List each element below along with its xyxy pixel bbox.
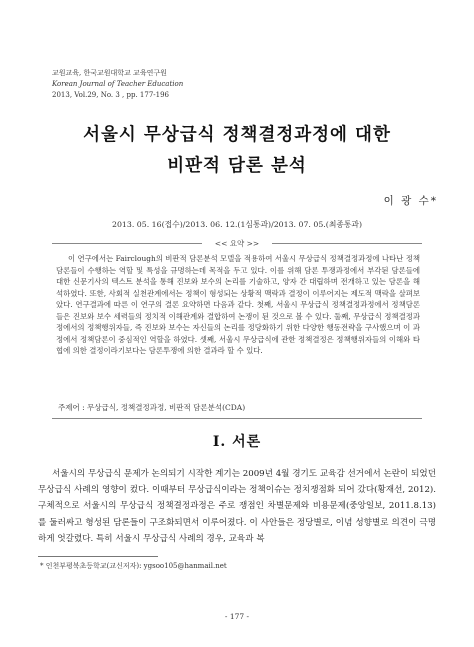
keywords-divider xyxy=(52,418,422,419)
paper-title-line1: 서울시 무상급식 정책결정과정에 대한 xyxy=(83,125,391,145)
paper-title-line2: 비판적 담론 분석 xyxy=(167,156,307,176)
abstract-text: 이 연구에서는 Fairclough의 비판적 담론분석 모델을 적용하여 서울시 무상급식 정책결정과정에 나타난 정책담론들이 수행하는 역할 및 특성을 규명하는데 목적을 두고 있다. 이를 위해 담론 투쟁과정에서 부각된 담론들에 대한 신문기사의 텍스트 분석을 통해 진보와 보수의 논리를 기술하고, 양자 간 대립하며 전개하고 있는 담론을 해석하였다. 또한, 사회적 실천관계에서는 정책이 형성되는 상황적 맥락과 결정이 이루어지는 제도적 맥락을 살펴보았다. 연구결과에 따른 이 연구의 결론 요약하면 다음과 같다. 첫째, 서울시 무상급식 정책결정과정에서 정책담론들은 진보와 보수 세력들의 정치적 이해관계와 결합하여 논쟁이 된 것으로 볼 수 있다. 둘째, 무상급식 정책결정과정에서의 정책행위자들, 즉 진보와 보수는 자신들의 논리를 정당화하기 위한 다양한 행동전략을 구사했으며 이 과정에서 정책담론이 중심적인 역할을 하였다. 셋째, 서울시 무상급식에 관한 정책결정은 정책행위자들의 이해와 타협에 의한 결정이라기보다는 담론투쟁에 의한 결과라 할 수 있다. xyxy=(56,254,420,355)
section-heading: Ⅰ. 서론 xyxy=(212,434,262,450)
journal-volume: 2013, Vol.29, No. 3 , pp. 177-196 xyxy=(52,91,170,99)
abstract-header xyxy=(52,238,422,249)
abstract-label: << 요약 >> xyxy=(214,239,260,248)
author-name: 이 광 수* xyxy=(383,195,438,207)
journal-name-english: Korean Journal of Teacher Education xyxy=(52,80,184,88)
body-text xyxy=(38,466,436,547)
journal-name-korean: 교원교육, 한국교원대학교 교육연구원 xyxy=(52,69,167,77)
footnote: * 인천부평북초등학교(교신저자): ygsoo105@hanmail.net xyxy=(40,562,227,570)
abstract-rule-right xyxy=(272,243,422,244)
submission-dates: 2013. 05. 16(접수)/2013. 06. 12.(1심통과)/2013. 07. 05.(최종통과) xyxy=(111,220,362,229)
abstract xyxy=(56,253,420,357)
page-number: - 177 - xyxy=(224,612,250,621)
keywords: 주제어 : 무상급식, 정책결정과정, 비판적 담론분석(CDA) xyxy=(58,403,246,412)
body-paragraph: 서울시의 무상급식 문제가 논의되기 시작한 계기는 2009년 4월 경기도 교육감 선거에서 논란이 되었던 무상급식 사례의 영향이 컸다. 이때부터 무상급식이라는 정책이슈는 정치쟁점화 되어 갔다(황재선, 2012). 구체적으로 서울시의 무상급식 정책결정과정은 주로 쟁점인 차별문제와 비용문제(중앙일보, 2011.8.13)를 둘러싸고 형성된 담론들이 구조화되면서 이루어졌다. 이 사안들은 정당별로, 이념 성향별로 의견이 극명하게 엇갈렸다. 특히 서울시 무상급식 사례의 경우, 교육과 복 xyxy=(38,469,436,544)
footnote-divider xyxy=(38,556,158,557)
journal-info xyxy=(52,68,183,101)
